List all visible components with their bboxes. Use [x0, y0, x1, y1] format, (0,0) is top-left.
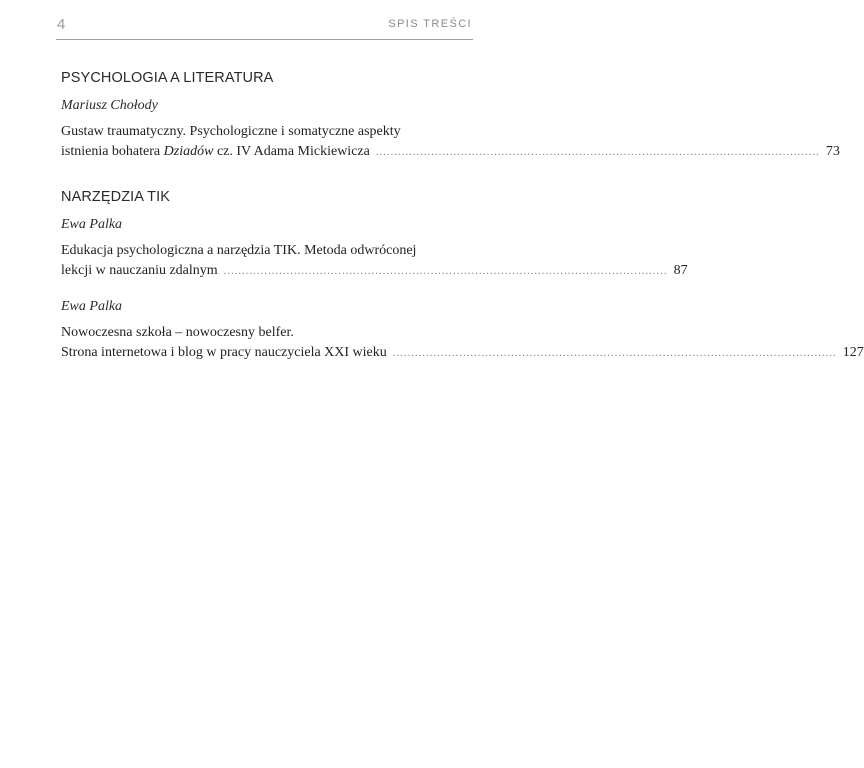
toc-entry [61, 323, 864, 364]
table-of-contents [61, 70, 864, 364]
entry-title-italic-part: Dziadów [163, 144, 214, 159]
section-title-narzedzia: NARZĘDZIA TIK [61, 189, 170, 205]
entry-title-part: istnienia bohatera [61, 144, 164, 159]
entry-title-line-with-page [61, 343, 864, 364]
entry-page-number: 73 [825, 144, 840, 159]
entry-author: Ewa Palka [61, 217, 123, 232]
section-title-psychologia: PSYCHOLOGIA A LITERATURA [61, 70, 274, 86]
page-number: 4 [57, 16, 66, 33]
header-rule [56, 39, 473, 40]
dot-leader: ........................................................................................................................ [392, 348, 837, 359]
dot-leader: ........................................................................................................................ [223, 266, 668, 277]
entry-author: Mariusz Chołody [61, 98, 158, 113]
entry-title-text [61, 142, 370, 162]
entry-author: Ewa Palka [61, 299, 123, 314]
dot-leader: ........................................................................................................................ [375, 147, 820, 158]
entry-title-line: Nowoczesna szkoła – nowoczesny belfer. [61, 325, 294, 340]
entry-title-text: Strona internetowa i blog w pracy nauczyciela XXI wieku [61, 345, 387, 360]
entry-page-number: 87 [673, 263, 688, 278]
toc-entry [61, 241, 688, 282]
entry-page-number: 127 [842, 345, 864, 360]
entry-title-line-with-page [61, 142, 840, 163]
running-head: SPIS TREŚCI [388, 18, 472, 30]
entry-title-part: cz. IV Adama Mickiewicza [213, 144, 370, 159]
entry-title-line: Gustaw traumatyczny. Psychologiczne i somatyczne aspekty [61, 124, 401, 139]
entry-title-line-with-page [61, 261, 688, 282]
entry-title-line: Edukacja psychologiczna a narzędzia TIK. Metoda odwróconej [61, 243, 417, 258]
entry-title-text: lekcji w nauczaniu zdalnym [61, 263, 218, 278]
toc-entry [61, 122, 840, 163]
